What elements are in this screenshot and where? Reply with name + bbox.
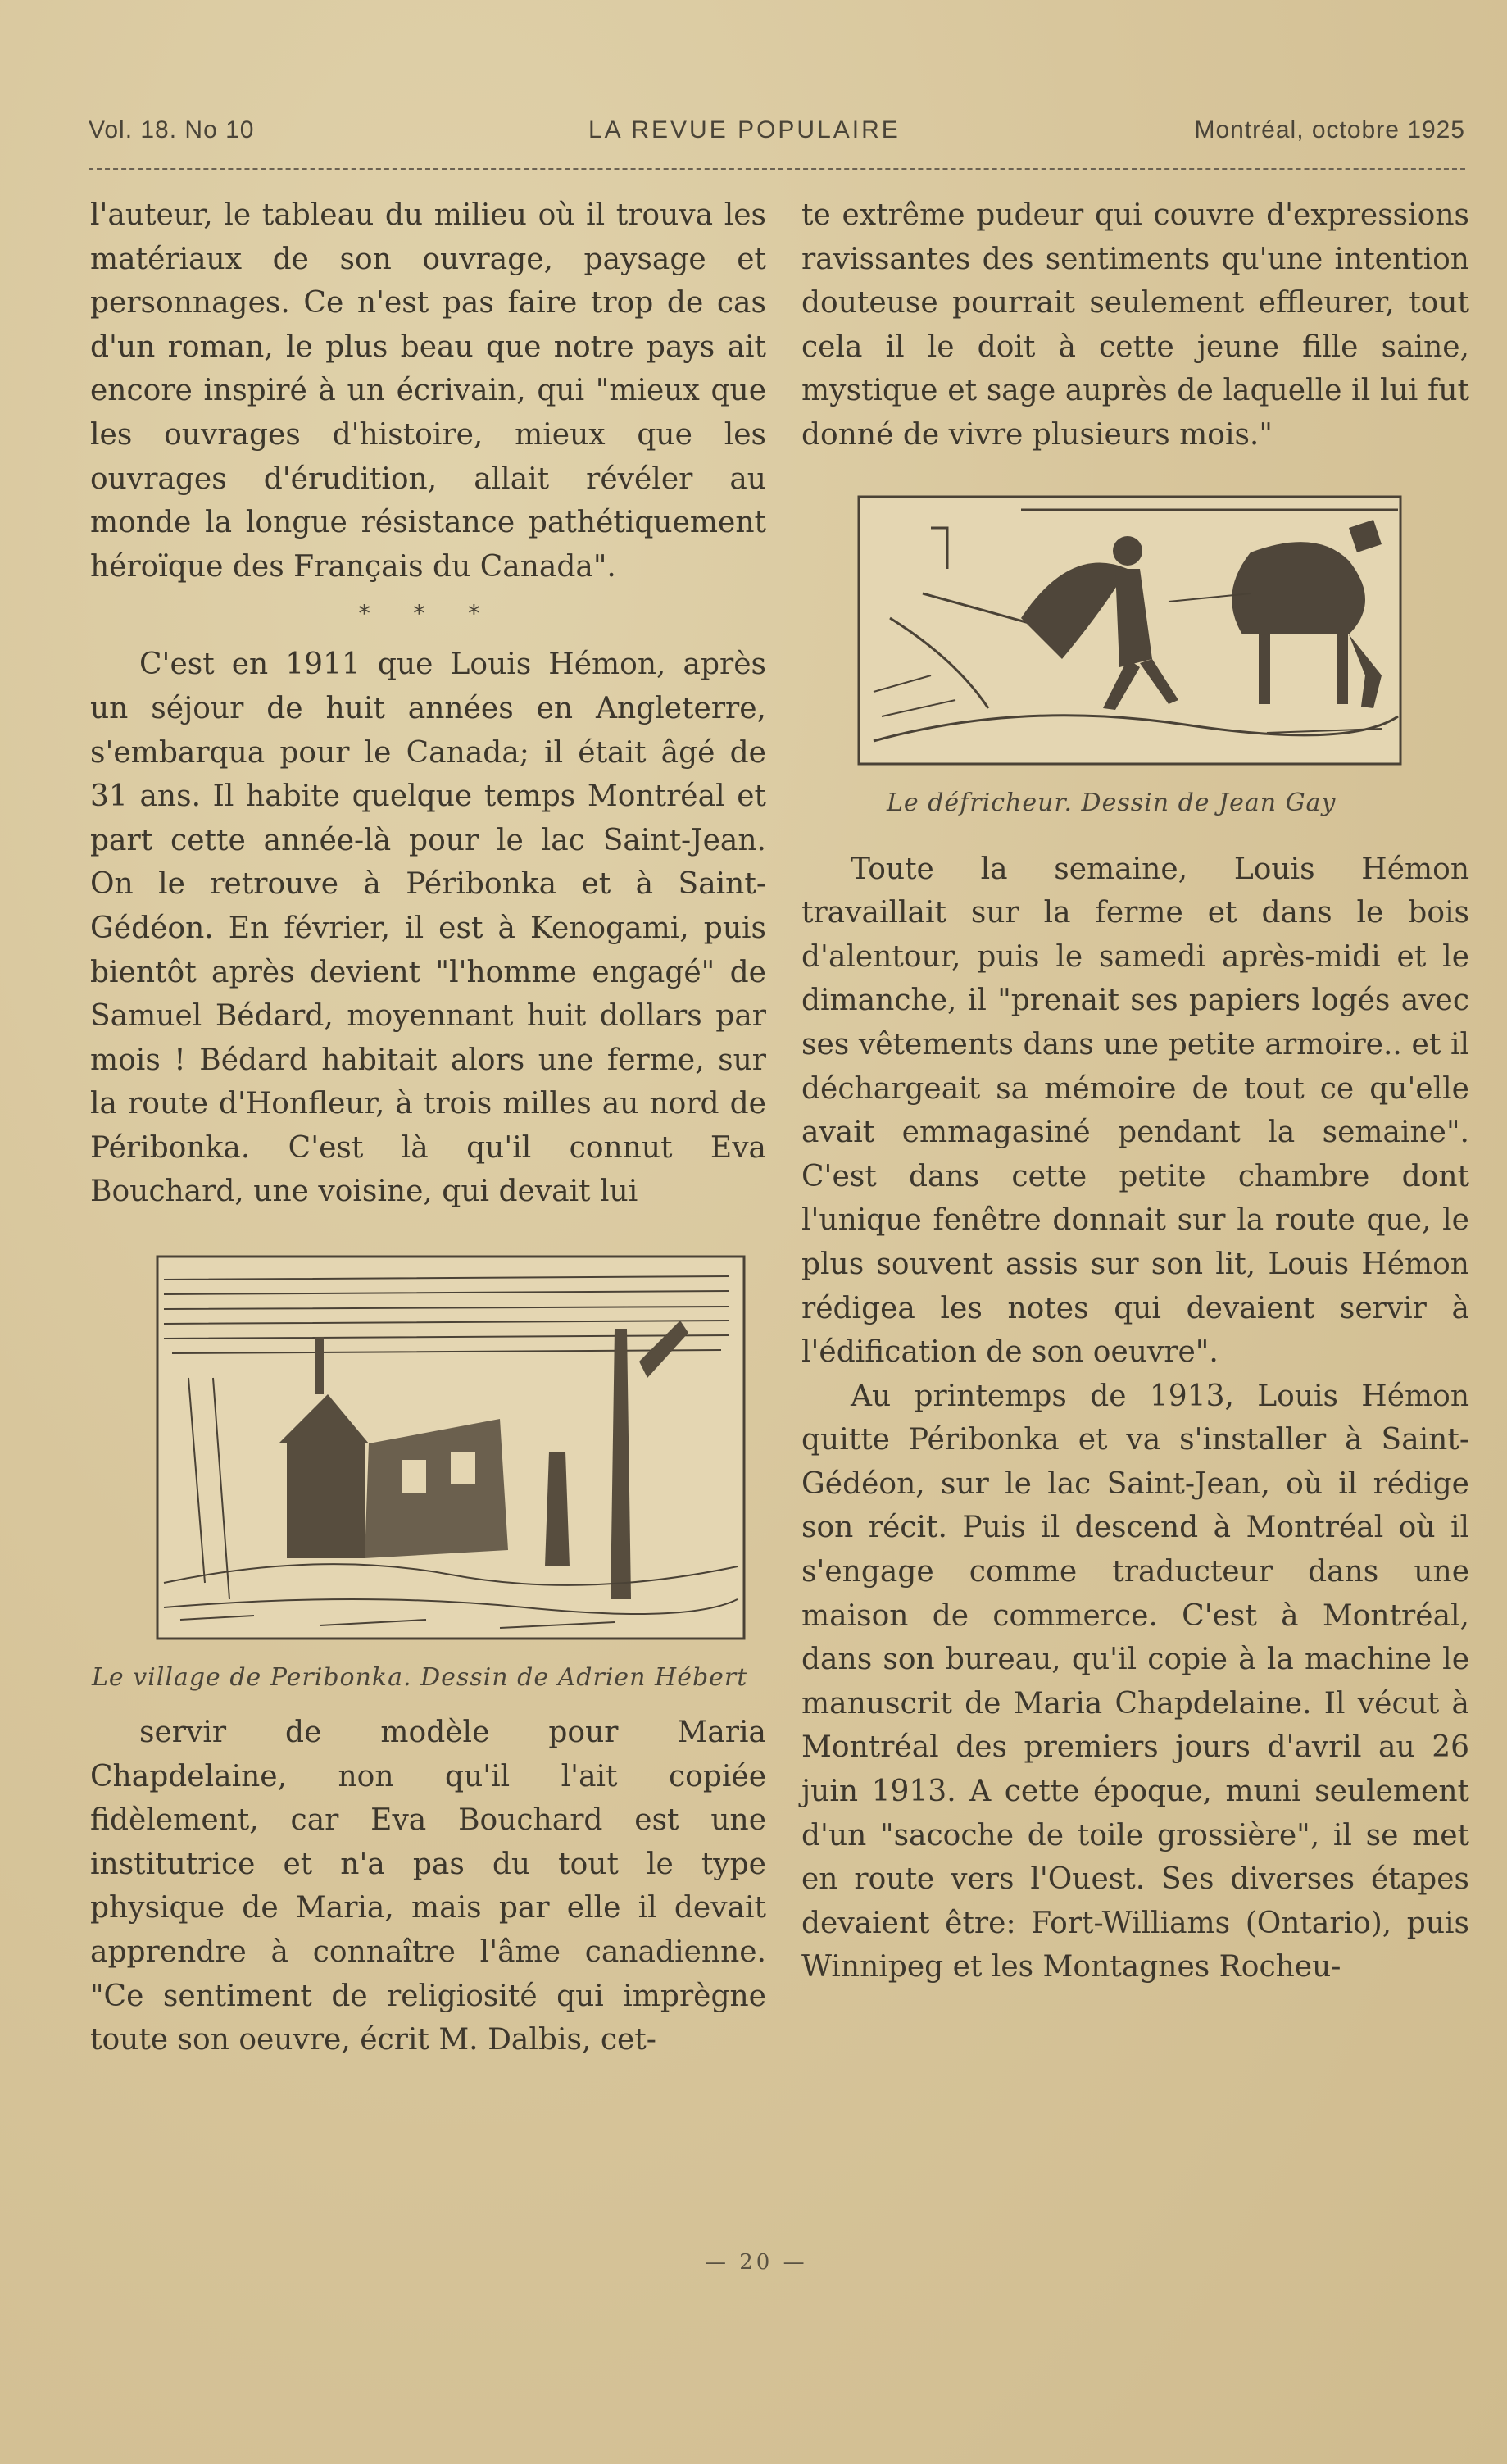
header-divider: [89, 168, 1465, 170]
village-drawing: [156, 1255, 746, 1640]
village-illustration: [92, 1255, 748, 1694]
left-paragraph-1: l'auteur, le tableau du milieu où il trouva les matériaux de son ouvrage, paysage et personnages. Ce n'est pas faire trop de cas d'un roman, le plus beau que notre pays ait encore inspiré à un écrivain, qui "mieux que les ouvrages d'histoire, mieux que les ouvrages d'érudition, allait révéler au monde la longue résistance pathétiquement héroïque des Français du Canada".: [90, 198, 766, 584]
running-header: [89, 116, 1465, 154]
section-separator: * * *: [358, 600, 498, 628]
right-column: [801, 193, 1469, 1989]
clearing-illustration: [857, 495, 1402, 820]
left-paragraph-3: servir de modèle pour Maria Chapdelaine, non qu'il l'ait copiée fidèlement, car Eva Bouchard est une institutrice et n'a pas du tout le type physique de Maria, mais par elle il devait apprendre à connaître l'âme canadienne. "Ce sentiment de religiosité qui imprègne toute son oeuvre, écrit M. Dalbis, cet-: [90, 1716, 766, 2057]
issue-date: Montréal, octobre 1925: [1194, 116, 1465, 143]
right-paragraph-3: Au printemps de 1913, Louis Hémon quitte Péribonka et va s'installer à Saint-Gédéon, sur le lac Saint-Jean, où il rédige son récit. Puis il descend à Montréal où il s'engage comme traducteur dans une maison de commerce. C'est à Montréal, dans son bureau, qu'il copie à la machine le manuscrit de Maria Chapdelaine. Il vécut à Montréal des premiers jours d'avril au 26 juin 1913. A cette époque, muni seulement d'un "sacoche de toile grossière", il se met en route vers l'Ouest. Ses diverses étapes devaient être: Fort-Williams (Ontario), puis Winnipeg et les Montagnes Rocheu-: [801, 1379, 1469, 1984]
clearing-drawing: [857, 495, 1402, 766]
left-paragraph-2: C'est en 1911 que Louis Hémon, après un séjour de huit années en Angleterre, s'embarqua pour le Canada; il était âgé de 31 ans. Il habite quelque temps Montréal et part cette année-là pour le lac Saint-Jean. On le retrouve à Péribonka et à Saint-Gédéon. En février, il est à Kenogami, puis bientôt après devient "l'homme engagé" de Samuel Bédard, moyennant huit dollars par mois ! Bédard habitait alors une ferme, sur la route d'Honfleur, à trois milles au nord de Péribonka. C'est là qu'il connut Eva Bouchard, une voisine, qui devait lui: [90, 648, 766, 1209]
village-caption: Le village de Peribonka. Dessin de Adrien Hébert: [92, 1663, 748, 1693]
right-paragraph-2: Toute la semaine, Louis Hémon travaillait sur la ferme et dans le bois d'alentour, puis le samedi après-midi et le dimanche, il "prenait ses papiers logés avec ses vêtements dans une petite armoire.. et il déchargeait sa mémoire de tout ce qu'elle avait emmagasiné pendant la semaine". C'est dans cette petite chambre dont l'unique fenêtre donnait sur la route que, le plus souvent assis sur son lit, Louis Hémon rédigea les notes qui devaient servir à l'édification de son oeuvre".: [801, 852, 1469, 1370]
right-paragraph-1: te extrême pudeur qui couvre d'expressions ravissantes des sentiments qu'une intention douteuse pourrait seulement effleurer, tout cela il le doit à cette jeune fille saine, mystique et sage auprès de laquelle il lui fut donné de vivre plusieurs mois.": [801, 198, 1469, 452]
volume-number: Vol. 18. No 10: [89, 116, 255, 143]
left-column: [90, 193, 766, 2062]
magazine-title: LA REVUE POPULAIRE: [588, 116, 901, 143]
page-number: — 20 —: [705, 2250, 808, 2275]
clearing-caption: Le défricheur. Dessin de Jean Gay: [887, 788, 1337, 817]
